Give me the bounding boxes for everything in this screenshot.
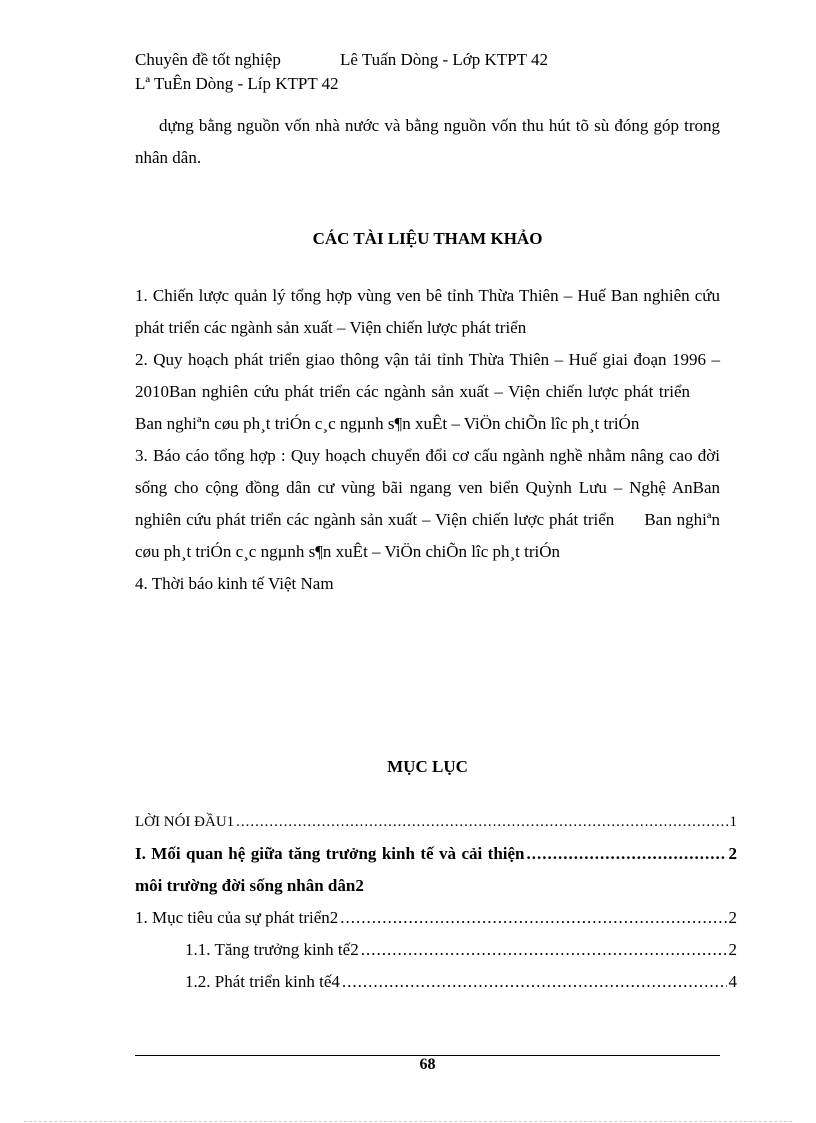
page-break-line [24,1121,792,1122]
header-course: Chuyên đề tốt nghiệp [135,50,281,69]
toc-entry[interactable] [135,806,737,838]
toc-entry-page: 1 [729,814,737,830]
toc-entry-page: 2 [728,908,737,927]
toc-entry-page: 2 [728,844,737,863]
toc-entry-line [135,838,737,902]
toc-leader-dots [340,902,726,934]
reference-garbled-text: Ban nghiªn cøu ph¸t triÓn c¸c ngµnh s¶n xuÊt – ViÖn chiÕn lîc ph¸t triÓn [135,414,640,433]
toc-entry-page: 2 [728,940,737,959]
toc-leader-dots [342,966,727,998]
toc-entry[interactable] [135,934,737,966]
table-of-contents [135,806,737,998]
toc-entry[interactable] [135,966,737,998]
toc-entry-label: I. Mối quan hệ giữa tăng trưởng kinh tế và cải thiện môi trường đời sống nhân dân2 [135,844,525,895]
reference-item-1 [135,280,720,344]
reference-text: 4. Thời báo kinh tế Việt Nam [135,574,334,593]
reference-garbled-text: Ban nghiªn cøu ph¸t triÓn c¸c ngµnh s¶n xuÊt – ViÖn chiÕn lîc ph¸t triÓn [135,510,720,561]
toc-entry[interactable] [135,902,737,934]
header-author: Lê Tuấn Dòng - Lớp KTPT 42 [340,50,548,69]
references-list [135,280,720,600]
page-number: 68 [419,1056,436,1073]
toc-entry-label: LỜI NÓI ĐẦU1 [135,814,235,830]
toc-leader-dots [361,934,727,966]
toc-entry-label: 1.2. Phát triển kinh tế4 [185,972,340,991]
reference-item-4 [135,568,720,600]
page-header [135,48,548,96]
toc-entry-label: 1. Mục tiêu của sự phát triển2 [135,908,339,927]
toc-leader-dots [236,806,727,838]
toc-entry[interactable] [135,838,737,902]
reference-text: 1. Chiến lược quản lý tổng hợp vùng ven bê tỉnh Thừa Thiên – Huế Ban nghiên cứu phát triển các ngành sản xuất – Viện chiến lược phát triển [135,286,720,337]
reference-text: 2. Quy hoạch phát triển giao thông vận tải tỉnh Thừa Thiên – Huế giai đoạn 1996 – 2010Ban nghiên cứu phát triển các ngành sản xuất – Viện chiến lược phát triển [135,350,720,401]
header-line-1 [135,48,548,72]
references-title: CÁC TÀI LIỆU THAM KHẢO [312,229,543,248]
toc-entry-page: 4 [728,972,737,991]
reference-item-3 [135,440,720,568]
toc-entry-label: 1.1. Tăng trưởng kinh tế2 [185,940,359,959]
reference-item-2 [135,344,720,440]
intro-paragraph: dựng bằng nguồn vốn nhà nước và bằng nguồn vốn thu hút tõ sù đóng góp trong nhân dân. [135,116,720,167]
toc-title: MỤC LỤC [387,757,468,776]
toc-leader-dots [527,838,727,870]
header-line-2: Lª TuÊn Dòng - Líp KTPT 42 [135,74,339,93]
reference-text: 3. Báo cáo tổng hợp : Quy hoạch chuyển đổi cơ cấu ngành nghề nhằm nâng cao đời sống cho cộng đồng dân cư vùng bãi ngang ven biển Quỳnh Lưu – Nghệ AnBan nghiên cứu phát triển các ngành sản xuất – Viện chiến lược phát triển [135,446,720,529]
